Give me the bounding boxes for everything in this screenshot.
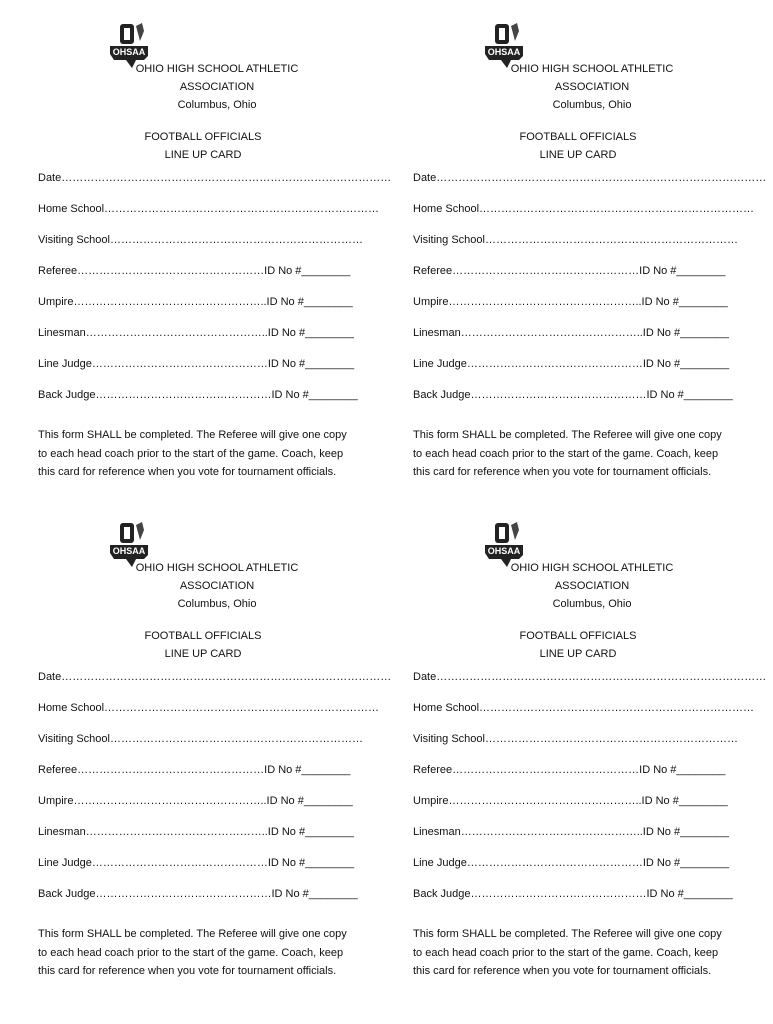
referee-field[interactable]: Referee……………………………………………ID No #________ (38, 265, 351, 277)
card-title-line2: LINE UP CARD (539, 149, 617, 161)
card-title-line1: FOOTBALL OFFICIALS (144, 630, 262, 642)
lineup-card-3 (38, 509, 398, 989)
org-location: Columbus, Ohio (552, 598, 632, 610)
back-judge-field[interactable]: Back Judge…………………………………………ID No #________ (413, 389, 733, 401)
card-title-line1: FOOTBALL OFFICIALS (144, 131, 262, 143)
org-name-line2: ASSOCIATION (179, 81, 255, 93)
card-title-line2: LINE UP CARD (164, 648, 242, 660)
umpire-field[interactable]: Umpire……………………………………………..ID No #________ (413, 795, 728, 807)
date-field[interactable]: Date……………………………………………………………………………… (38, 172, 392, 184)
note-line1: This form SHALL be completed. The Referee will give one copy (413, 928, 722, 940)
linesman-field[interactable]: Linesman…………………………………………..ID No #________ (413, 327, 730, 339)
note-line1: This form SHALL be completed. The Referee will give one copy (38, 429, 347, 441)
home-school-field[interactable]: Home School………………………………………………………………… (38, 203, 380, 215)
instructions-note (413, 925, 753, 981)
card-title (38, 627, 368, 663)
home-school-field[interactable]: Home School………………………………………………………………… (38, 702, 380, 714)
org-name-line1: OHIO HIGH SCHOOL ATHLETIC (510, 562, 674, 574)
note-line3: this card for reference when you vote for tournament officials. (413, 965, 712, 977)
date-field[interactable]: Date……………………………………………………………………………… (413, 172, 767, 184)
note-line1: This form SHALL be completed. The Referee will give one copy (38, 928, 347, 940)
org-location: Columbus, Ohio (552, 99, 632, 111)
card-title-line2: LINE UP CARD (539, 648, 617, 660)
line-judge-field[interactable]: Line Judge…………………………………………ID No #________ (38, 358, 355, 370)
org-name-line2: ASSOCIATION (554, 81, 630, 93)
org-name-line1: OHIO HIGH SCHOOL ATHLETIC (510, 63, 674, 75)
referee-field[interactable]: Referee……………………………………………ID No #________ (38, 764, 351, 776)
linesman-field[interactable]: Linesman…………………………………………..ID No #________ (38, 826, 355, 838)
date-field[interactable]: Date……………………………………………………………………………… (413, 671, 767, 683)
org-header (427, 559, 757, 613)
line-judge-field[interactable]: Line Judge…………………………………………ID No #________ (38, 857, 355, 869)
card-title-line1: FOOTBALL OFFICIALS (519, 131, 637, 143)
back-judge-field[interactable]: Back Judge…………………………………………ID No #________ (38, 888, 358, 900)
note-line2: to each head coach prior to the start of the game. Coach, keep (413, 447, 719, 460)
visiting-school-field[interactable]: Visiting School…………………………………………………………… (38, 234, 363, 246)
visiting-school-field[interactable]: Visiting School…………………………………………………………… (413, 234, 738, 246)
card-title (38, 128, 368, 164)
note-line2: to each head coach prior to the start of the game. Coach, keep (38, 447, 344, 460)
home-school-field[interactable]: Home School………………………………………………………………… (413, 203, 755, 215)
date-field[interactable]: Date……………………………………………………………………………… (38, 671, 392, 683)
org-name-line1: OHIO HIGH SCHOOL ATHLETIC (135, 63, 299, 75)
back-judge-field[interactable]: Back Judge…………………………………………ID No #________ (38, 389, 358, 401)
visiting-school-field[interactable]: Visiting School…………………………………………………………… (38, 733, 363, 745)
instructions-note (38, 426, 378, 482)
note-line2: to each head coach prior to the start of the game. Coach, keep (413, 946, 719, 959)
card-title (413, 627, 743, 663)
note-line3: this card for reference when you vote for tournament officials. (38, 466, 337, 478)
card-title (413, 128, 743, 164)
visiting-school-field[interactable]: Visiting School…………………………………………………………… (413, 733, 738, 745)
linesman-field[interactable]: Linesman…………………………………………..ID No #________ (413, 826, 730, 838)
card-title-line2: LINE UP CARD (164, 149, 242, 161)
org-name-line2: ASSOCIATION (554, 580, 630, 592)
org-name-line1: OHIO HIGH SCHOOL ATHLETIC (135, 562, 299, 574)
referee-field[interactable]: Referee……………………………………………ID No #________ (413, 265, 726, 277)
home-school-field[interactable]: Home School………………………………………………………………… (413, 702, 755, 714)
note-line2: to each head coach prior to the start of the game. Coach, keep (38, 946, 344, 959)
note-line1: This form SHALL be completed. The Referee will give one copy (413, 429, 722, 441)
org-name-line2: ASSOCIATION (179, 580, 255, 592)
logo-text: OHSAA (487, 47, 521, 57)
line-judge-field[interactable]: Line Judge…………………………………………ID No #________ (413, 358, 730, 370)
line-judge-field[interactable]: Line Judge…………………………………………ID No #________ (413, 857, 730, 869)
logo-text: OHSAA (112, 47, 146, 57)
back-judge-field[interactable]: Back Judge…………………………………………ID No #________ (413, 888, 733, 900)
org-location: Columbus, Ohio (177, 598, 257, 610)
instructions-note (413, 426, 753, 482)
instructions-note (38, 925, 378, 981)
org-header (52, 559, 382, 613)
note-line3: this card for reference when you vote for tournament officials. (38, 965, 337, 977)
lineup-card-1 (38, 10, 398, 490)
lineup-card-2 (413, 10, 773, 490)
card-title-line1: FOOTBALL OFFICIALS (519, 630, 637, 642)
umpire-field[interactable]: Umpire……………………………………………..ID No #________ (38, 795, 353, 807)
umpire-field[interactable]: Umpire……………………………………………..ID No #________ (413, 296, 728, 308)
org-header (52, 60, 382, 114)
org-location: Columbus, Ohio (177, 99, 257, 111)
logo-text: OHSAA (112, 546, 146, 556)
linesman-field[interactable]: Linesman…………………………………………..ID No #________ (38, 327, 355, 339)
umpire-field[interactable]: Umpire……………………………………………..ID No #________ (38, 296, 353, 308)
lineup-card-4 (413, 509, 773, 989)
referee-field[interactable]: Referee……………………………………………ID No #________ (413, 764, 726, 776)
org-header (427, 60, 757, 114)
note-line3: this card for reference when you vote for tournament officials. (413, 466, 712, 478)
logo-text: OHSAA (487, 546, 521, 556)
